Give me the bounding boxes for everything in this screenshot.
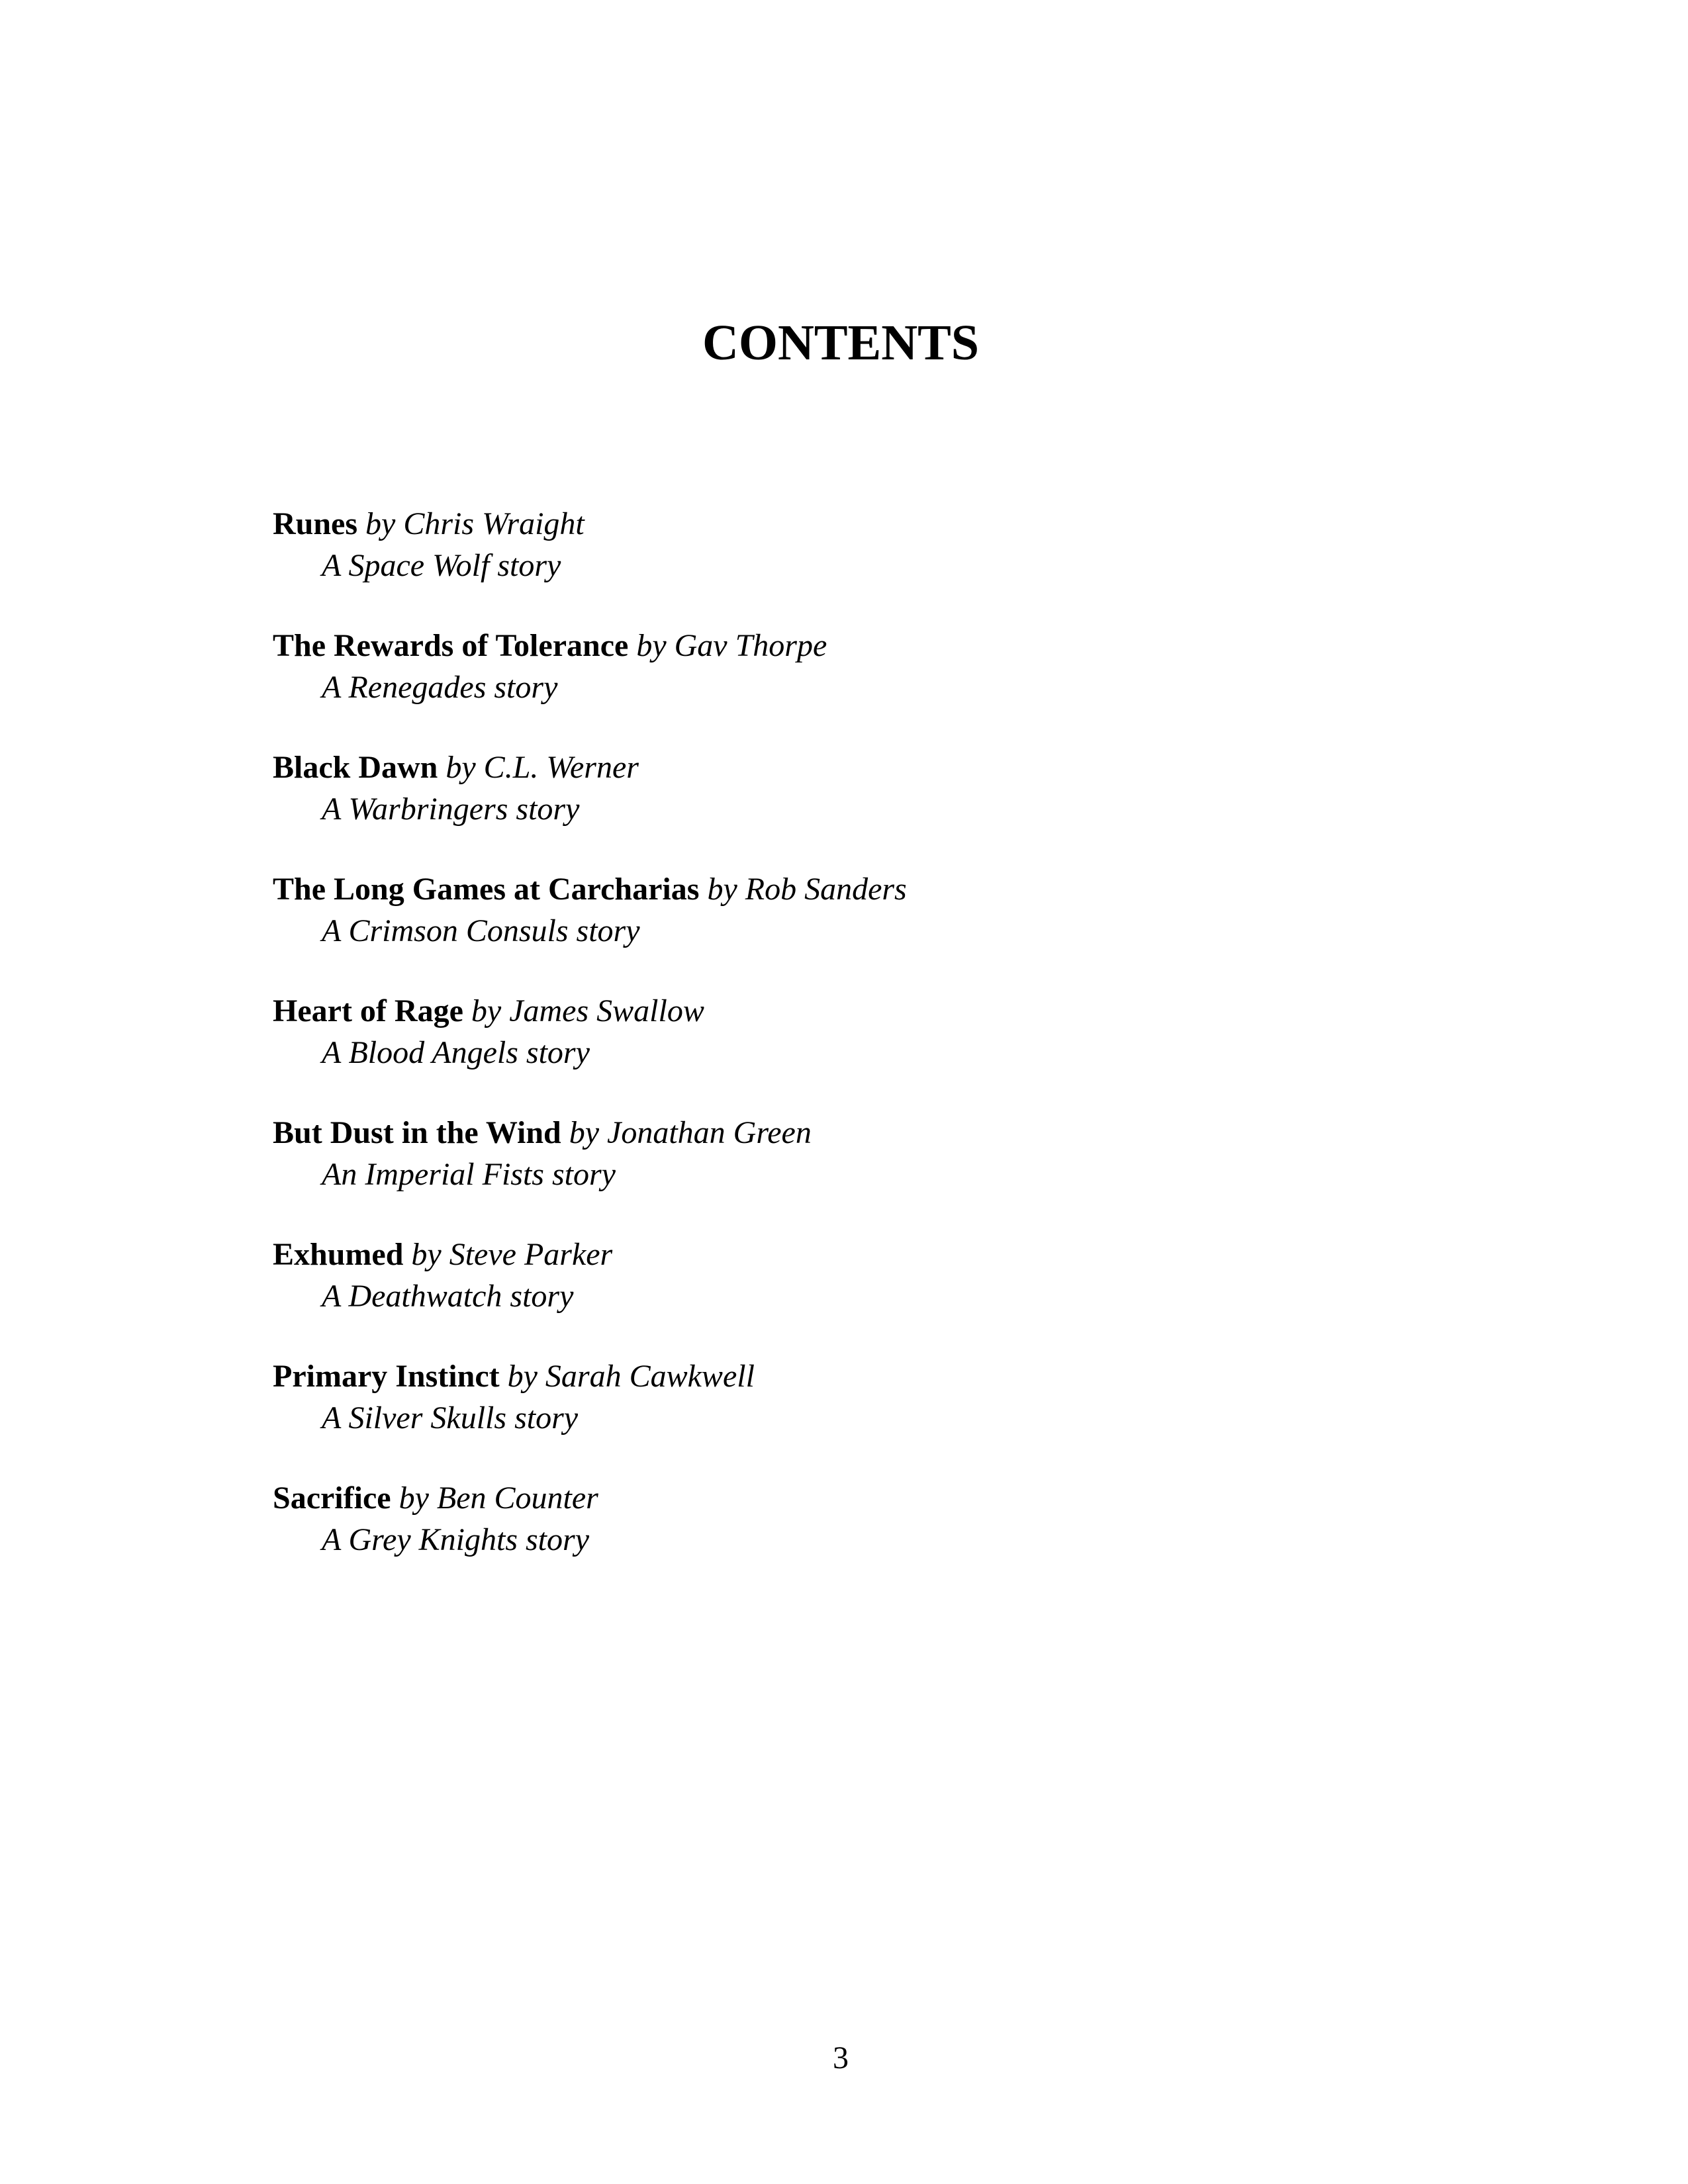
entry-author: by Sarah Cawkwell <box>507 1359 755 1394</box>
entry-author: by Ben Counter <box>399 1480 598 1516</box>
entry-author: by Gav Thorpe <box>636 628 827 663</box>
toc-entry[interactable] <box>273 747 1464 868</box>
entry-title: The Rewards of Tolerance <box>273 628 629 663</box>
entry-title: Exhumed <box>273 1237 404 1272</box>
entry-subtitle: A Silver Skulls story <box>322 1400 579 1435</box>
entry-author: by Jonathan Green <box>569 1115 812 1150</box>
entry-title: But Dust in the Wind <box>273 1115 561 1150</box>
entry-title: The Long Games at Carcharias <box>273 872 700 907</box>
entry-subtitle: A Crimson Consuls story <box>322 913 640 948</box>
page-title: CONTENTS <box>702 315 980 371</box>
entry-title: Black Dawn <box>273 750 438 785</box>
toc-entry[interactable] <box>273 1234 1464 1355</box>
entry-title: Runes <box>273 506 358 541</box>
toc-entry[interactable] <box>273 625 1464 747</box>
entry-author: by C.L. Werner <box>445 750 639 785</box>
entry-subtitle: A Space Wolf story <box>322 548 561 583</box>
toc-entry[interactable] <box>273 1112 1464 1234</box>
entry-title: Sacrifice <box>273 1480 391 1516</box>
toc-entry[interactable] <box>273 1477 1464 1599</box>
entry-author: by Rob Sanders <box>707 872 907 907</box>
toc-entry[interactable] <box>273 990 1464 1112</box>
entry-subtitle: A Grey Knights story <box>322 1522 589 1557</box>
entry-author: by James Swallow <box>471 993 704 1028</box>
toc-entry[interactable] <box>273 1355 1464 1477</box>
entry-title: Primary Instinct <box>273 1359 500 1394</box>
table-of-contents <box>273 503 1464 1599</box>
entry-subtitle: A Warbringers story <box>322 792 580 827</box>
toc-entry[interactable] <box>273 503 1464 625</box>
entry-subtitle: A Blood Angels story <box>322 1035 590 1070</box>
entry-author: by Chris Wraight <box>365 506 585 541</box>
entry-subtitle: An Imperial Fists story <box>322 1157 616 1192</box>
entry-title: Heart of Rage <box>273 993 463 1028</box>
entry-subtitle: A Deathwatch story <box>322 1279 574 1314</box>
entry-author: by Steve Parker <box>411 1237 613 1272</box>
page-number: 3 <box>833 2040 849 2075</box>
entry-subtitle: A Renegades story <box>322 670 558 705</box>
toc-entry[interactable] <box>273 868 1464 990</box>
